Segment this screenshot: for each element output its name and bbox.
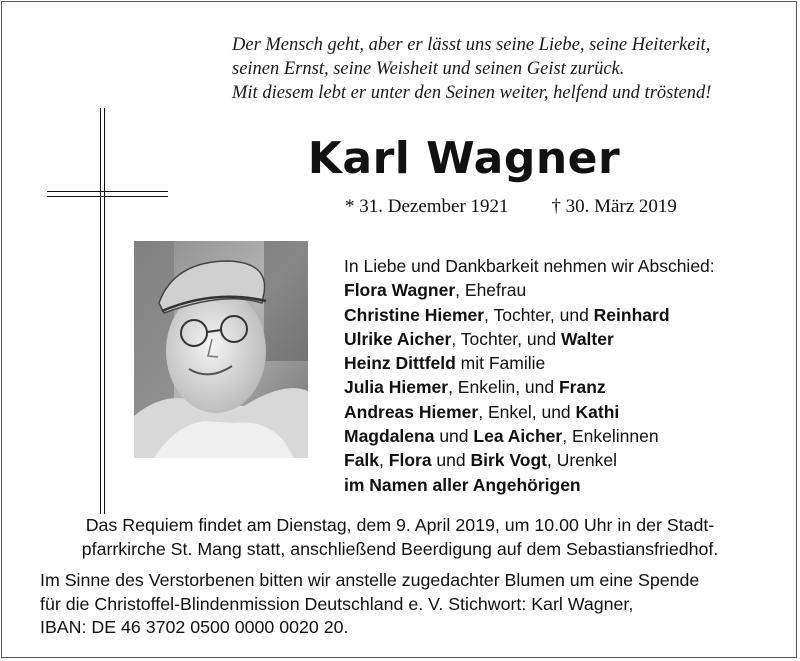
quote-line: seinen Ernst, seine Weisheit und seinen Geist zurück. — [232, 59, 625, 79]
donation-line: Im Sinne des Verstorbenen bitten wir anstelle zugedachter Blumen um eine Spende — [40, 570, 700, 590]
mourner-name: Lea Aicher — [473, 426, 563, 447]
mourner-name: Heinz Dittfeld — [344, 353, 456, 374]
mourner-relation: und — [434, 426, 474, 447]
birth-date: * 31. Dezember 1921 — [345, 196, 509, 217]
mourner-relation: , Ehefrau — [455, 280, 527, 301]
mourner-name: Andreas Hiemer — [344, 401, 479, 422]
mourner-name: Flora — [388, 450, 432, 471]
list-item — [344, 375, 774, 399]
donation-line: IBAN: DE 46 3702 0500 0000 0020 20. — [40, 617, 349, 637]
mourner-name: Flora Wagner — [344, 280, 456, 301]
list-item — [344, 351, 774, 375]
mourner-name: Reinhard — [593, 304, 670, 325]
memorial-quote — [232, 33, 772, 105]
mourners-list — [344, 254, 774, 497]
mourner-relation: und — [431, 450, 471, 471]
cross-icon-crossbar — [47, 191, 168, 197]
mourner-name: Walter — [560, 328, 614, 349]
list-item — [344, 448, 774, 472]
mourners-closing: im Namen aller Angehörigen — [344, 474, 581, 495]
death-date: † 30. März 2019 — [551, 196, 677, 217]
deceased-name: Karl Wagner — [307, 133, 621, 184]
list-item — [344, 400, 774, 424]
mourner-relation: , Tochter, und — [451, 328, 561, 349]
mourner-name: Christine Hiemer — [344, 304, 485, 325]
mourner-name: Magdalena — [344, 426, 435, 447]
mourner-relation: , Tochter, und — [484, 304, 594, 325]
requiem-notice — [20, 513, 780, 561]
life-dates — [345, 195, 677, 219]
requiem-line: pfarrkirche St. Mang statt, anschließend Beerdigung auf dem Sebastiansfriedhof. — [81, 539, 719, 559]
mourner-relation: , Enkel, und — [478, 401, 576, 422]
mourner-relation: mit Familie — [455, 353, 546, 374]
mourner-name: Birk Vogt — [470, 450, 547, 471]
quote-line: Der Mensch geht, aber er lässt uns seine Liebe, seine Heiterkeit, — [232, 35, 711, 55]
list-item — [344, 303, 774, 327]
donation-notice — [40, 569, 780, 640]
list-item — [344, 327, 774, 351]
mourner-name: Kathi — [575, 401, 620, 422]
list-item — [344, 424, 774, 448]
mourner-relation: , Enkelin, und — [448, 377, 559, 398]
list-item — [344, 278, 774, 302]
requiem-line: Das Requiem findet am Dienstag, dem 9. April 2019, um 10.00 Uhr in der Stadt- — [85, 515, 715, 535]
quote-line: Mit diesem lebt er unter den Seinen weiter, helfend und tröstend! — [232, 83, 712, 103]
mourner-name: Franz — [558, 377, 606, 398]
mourner-name: Falk — [344, 450, 380, 471]
mourner-relation: , Urenkel — [547, 450, 618, 471]
mourner-name: Julia Hiemer — [344, 377, 449, 398]
list-item — [344, 473, 774, 497]
portrait-photo — [134, 241, 308, 458]
mourner-relation: , — [379, 450, 389, 471]
mourner-name: Ulrike Aicher — [344, 328, 452, 349]
cross-icon — [100, 108, 105, 514]
donation-line: für die Christoffel-Blindenmission Deutschland e. V. Stichwort: Karl Wagner, — [40, 593, 634, 614]
mourners-intro: In Liebe und Dankbarkeit nehmen wir Abschied: — [344, 256, 715, 276]
mourner-relation: , Enkelinnen — [562, 426, 659, 447]
